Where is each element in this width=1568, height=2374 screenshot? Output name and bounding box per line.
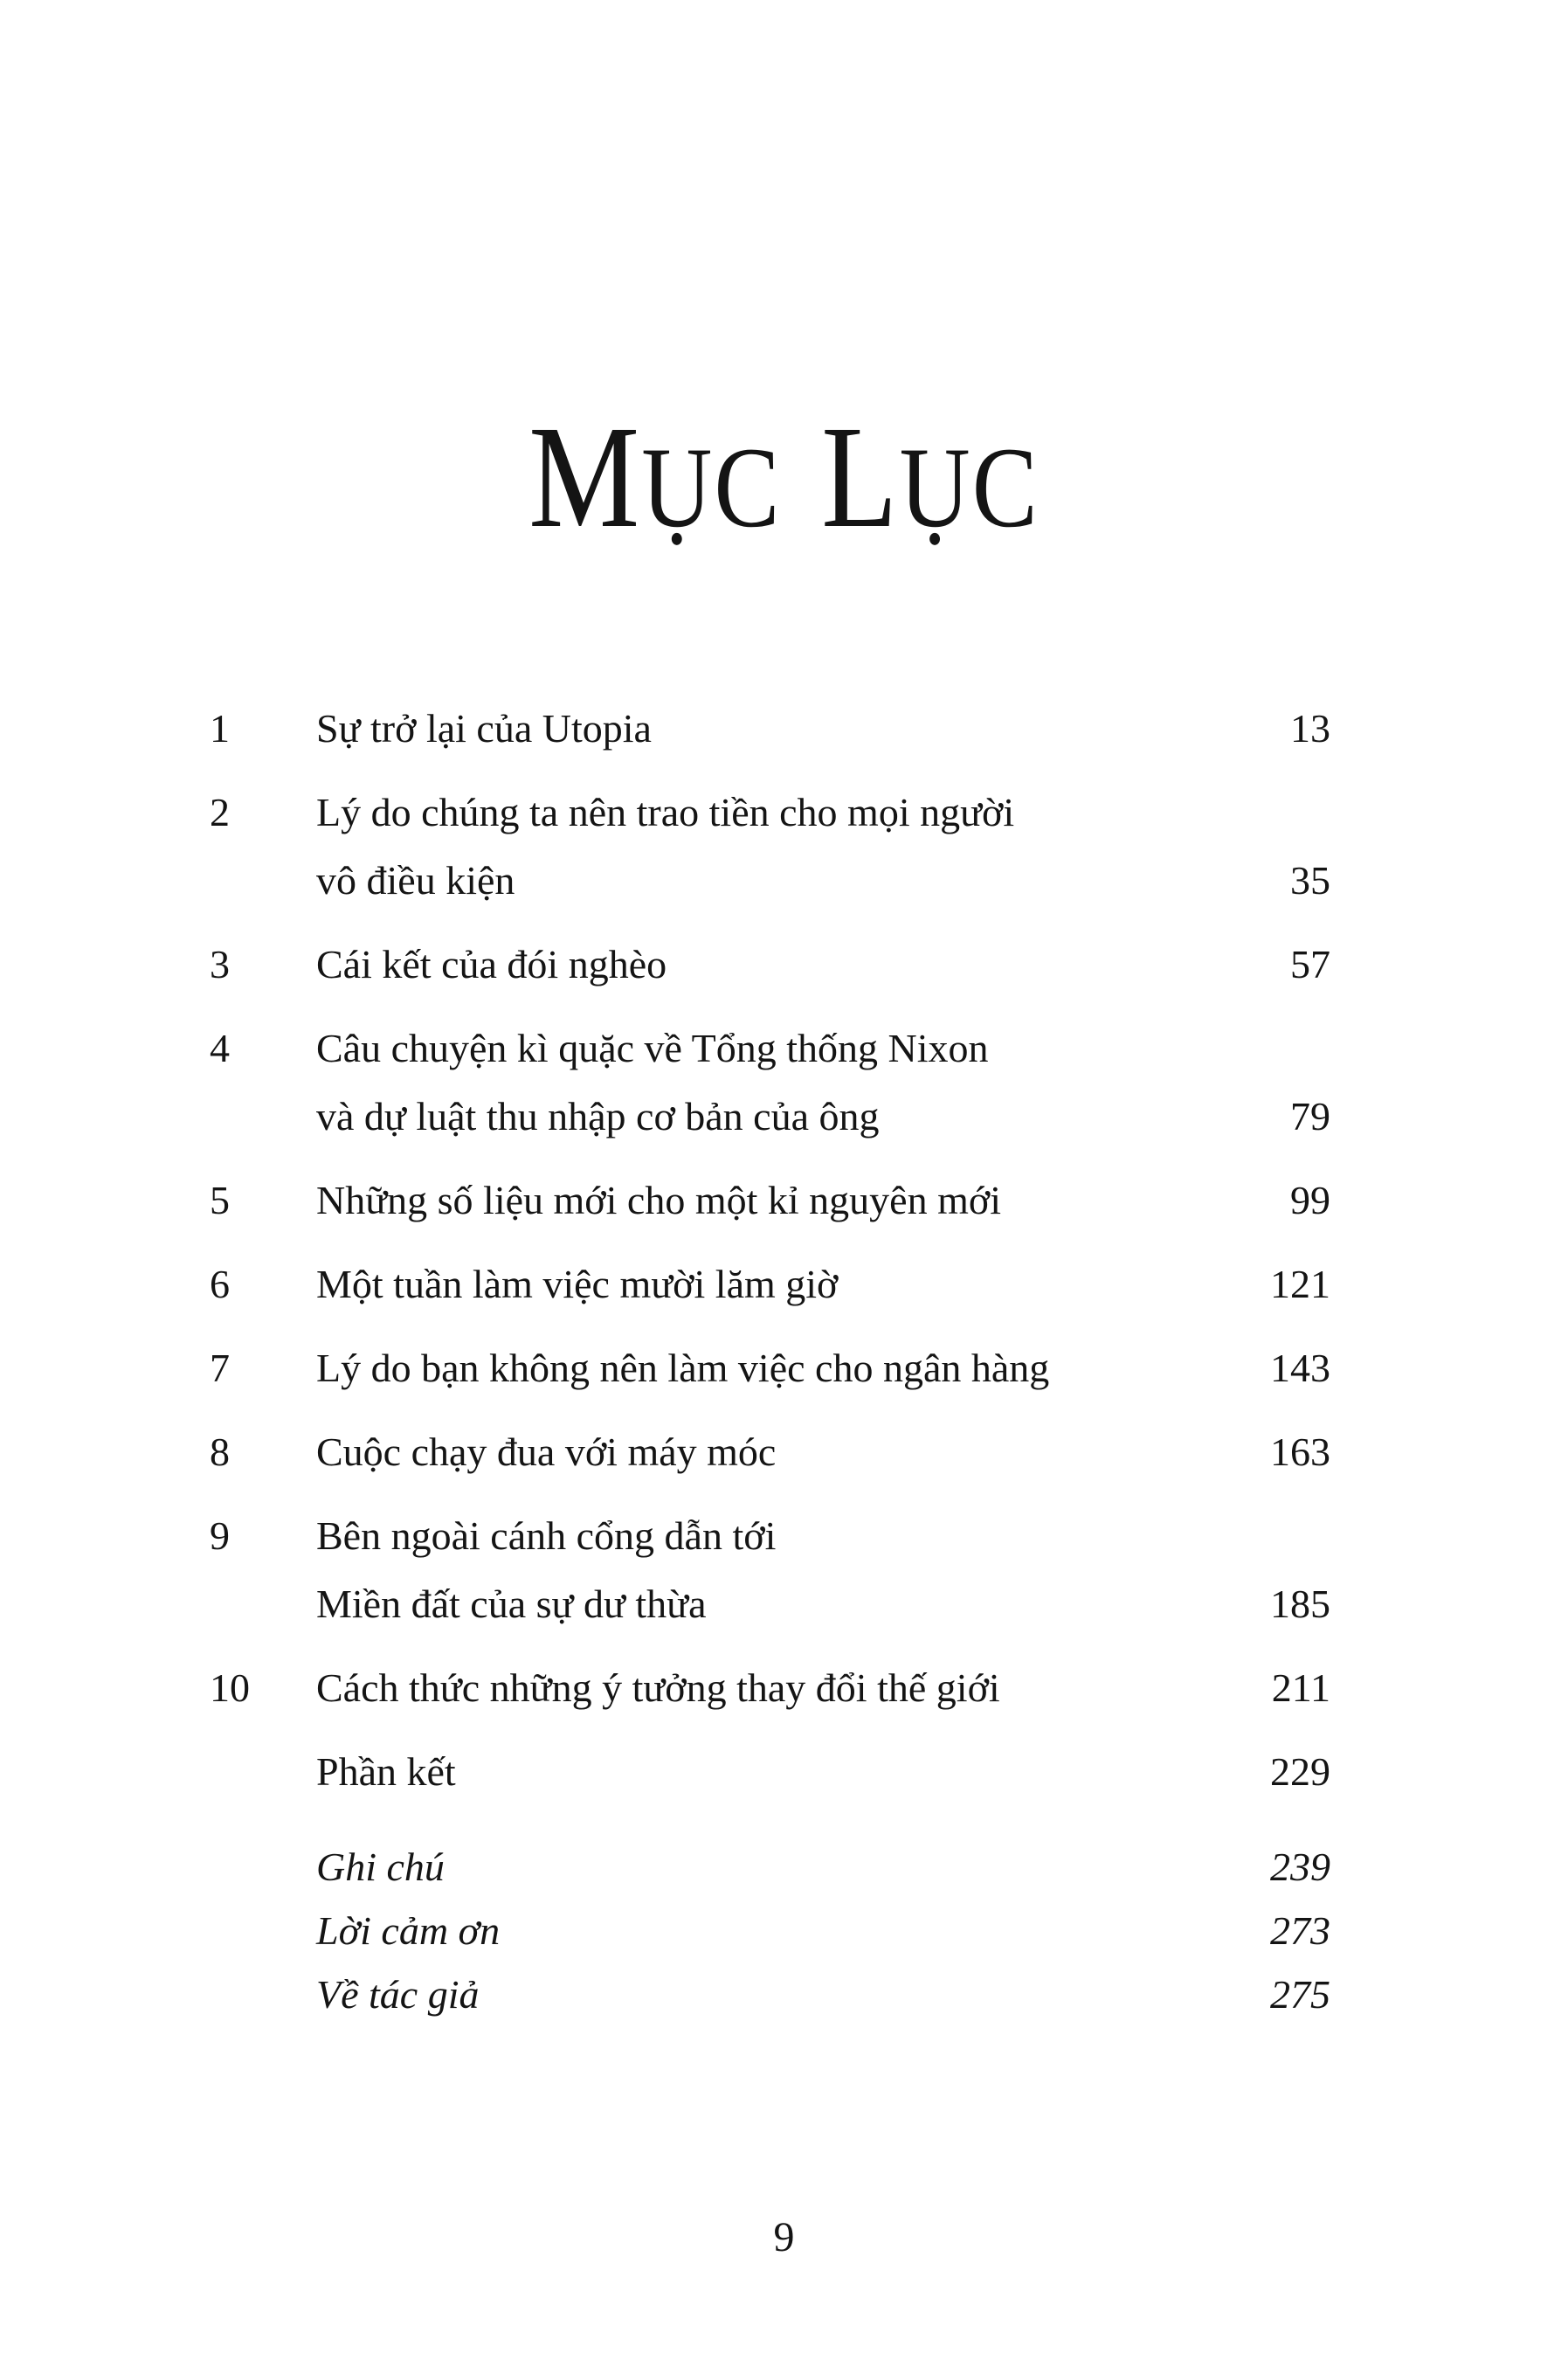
chapter-number: 5 — [210, 1178, 230, 1222]
toc-entry-line — [210, 1418, 1330, 1486]
toc-entry — [210, 1334, 1330, 1402]
chapter-number: 9 — [210, 1513, 230, 1558]
chapter-number: 4 — [210, 1026, 230, 1070]
chapter-title: Lý do chúng ta nên trao tiền cho mọi người — [316, 790, 1015, 834]
chapter-page: 211 — [1271, 1665, 1330, 1710]
toc-entry — [210, 1502, 1330, 1638]
back-matter-row — [210, 1835, 1330, 1899]
toc-entry-line — [210, 1738, 1330, 1806]
chapter-number: 3 — [210, 942, 230, 986]
toc-entry — [210, 1250, 1330, 1319]
chapter-title: Cách thức những ý tưởng thay đổi thế giới — [316, 1665, 1000, 1710]
chapter-title: Lý do bạn không nên làm việc cho ngân hàng — [316, 1346, 1050, 1390]
chapter-title: Cuộc chạy đua với máy móc — [316, 1429, 777, 1474]
page-number: 9 — [773, 2214, 795, 2260]
title-word1-rest: ỤC — [641, 423, 782, 551]
toc-entry-line — [210, 1502, 1330, 1570]
chapter-page: 143 — [1270, 1346, 1330, 1390]
toc-entry — [210, 1166, 1330, 1235]
toc-entry-line — [210, 1250, 1330, 1319]
toc-entry-line — [210, 1014, 1330, 1083]
chapter-page: 121 — [1270, 1262, 1330, 1306]
toc-entry — [210, 1738, 1330, 1806]
toc-entry-line — [210, 1570, 1330, 1638]
toc-entry — [210, 695, 1330, 763]
back-matter-row — [210, 1962, 1330, 2026]
back-matter-page: 239 — [1270, 1845, 1330, 1889]
chapter-page: 163 — [1270, 1429, 1330, 1474]
chapter-number: 2 — [210, 790, 230, 834]
toc-entry-line — [210, 1166, 1330, 1235]
chapter-title: Câu chuyện kì quặc về Tổng thống Nixon — [316, 1026, 989, 1070]
chapter-page: 13 — [1290, 706, 1330, 751]
toc-entry-line — [210, 779, 1330, 847]
toc-entry — [210, 1654, 1330, 1722]
chapter-page: 35 — [1290, 858, 1330, 903]
epilogue-title: Phần kết — [316, 1749, 456, 1794]
chapter-title-line2: Miền đất của sự dư thừa — [316, 1582, 707, 1626]
toc-list — [210, 695, 1330, 1806]
toc-entry-line — [210, 1083, 1330, 1151]
title-word2-initial: L — [821, 396, 900, 558]
chapter-title: Những số liệu mới cho một kỉ nguyên mới — [316, 1178, 1001, 1222]
chapter-title-line2: vô điều kiện — [316, 858, 515, 903]
toc-entry — [210, 931, 1330, 999]
toc-entry-line — [210, 931, 1330, 999]
toc-entry-line — [210, 1334, 1330, 1402]
back-matter-list — [210, 1835, 1330, 2026]
page-footer — [0, 2212, 1568, 2263]
chapter-page: 185 — [1270, 1582, 1330, 1626]
chapter-number: 6 — [210, 1262, 230, 1306]
back-matter-label: Ghi chú — [316, 1845, 445, 1889]
toc-entry-line — [210, 1654, 1330, 1722]
chapter-number: 1 — [210, 706, 230, 751]
chapter-page: 57 — [1290, 942, 1330, 986]
epilogue-page: 229 — [1270, 1749, 1330, 1794]
chapter-number: 7 — [210, 1346, 230, 1390]
toc-entry — [210, 1014, 1330, 1151]
page-title — [118, 396, 1451, 558]
chapter-page: 99 — [1290, 1178, 1330, 1222]
chapter-number: 10 — [210, 1665, 250, 1710]
title-word-gap — [782, 404, 822, 550]
chapter-title: Một tuần làm việc mười lăm giờ — [316, 1262, 839, 1306]
chapter-title: Sự trở lại của Utopia — [316, 706, 652, 751]
toc-entry — [210, 779, 1330, 915]
title-word1-initial: M — [528, 396, 642, 558]
back-matter-page: 273 — [1270, 1908, 1330, 1953]
toc-entry — [210, 1418, 1330, 1486]
chapter-number: 8 — [210, 1429, 230, 1474]
back-matter-label: Lời cảm ơn — [316, 1908, 501, 1953]
back-matter-label: Về tác giả — [316, 1972, 480, 2017]
back-matter-row — [210, 1899, 1330, 1962]
back-matter-page: 275 — [1270, 1972, 1330, 2017]
chapter-page: 79 — [1290, 1094, 1330, 1139]
toc-entry-line — [210, 695, 1330, 763]
toc-entry-line — [210, 847, 1330, 915]
chapter-title: Bên ngoài cánh cổng dẫn tới — [316, 1513, 777, 1558]
chapter-title-line2: và dự luật thu nhập cơ bản của ông — [316, 1094, 880, 1139]
chapter-title: Cái kết của đói nghèo — [316, 942, 667, 986]
title-word2-rest: ỤC — [899, 423, 1040, 551]
